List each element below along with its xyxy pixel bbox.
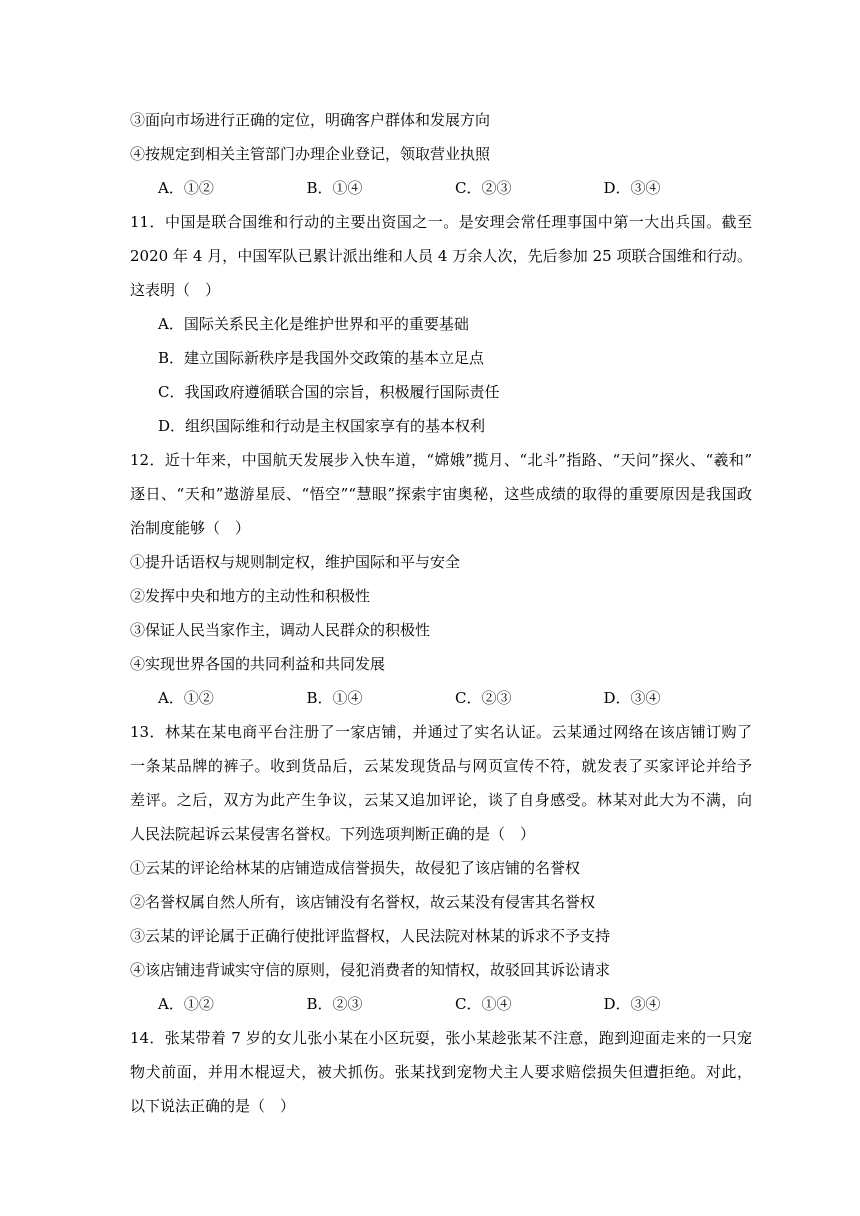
- q13-option-b: B．②③: [306, 995, 363, 1013]
- q14-stem-line-3: 以下说法正确的是（ ）: [130, 1097, 296, 1115]
- q12-stem-line-2: 逐日、“天和”遨游星辰、“悟空”“慧眼”探索宇宙奥秘，这些成绩的取得的重要原因是我国政: [130, 485, 752, 503]
- q14-stem-line-2: 物犬前面，并用木棍逗犬，被犬抓伤。张某找到宠物犬主人要求赔偿损失但遭拒绝。对此，: [130, 1063, 752, 1081]
- q12-option-b: B．①④: [306, 689, 363, 707]
- q13-stem-line-4: 人民法院起诉云某侵害名誉权。下列选项判断正确的是（ ）: [130, 825, 536, 843]
- q12-option-d: D．③④: [603, 689, 661, 707]
- q11-option-b: B．建立国际新秩序是我国外交政策的基本立足点: [158, 349, 485, 367]
- q11-stem-line-3: 这表明（ ）: [130, 281, 221, 299]
- q13-statement-4: ④该店铺违背诚实守信的原则，侵犯消费者的知情权，故驳回其诉讼请求: [130, 961, 611, 979]
- q10-statement-4: ④按规定到相关主管部门办理企业登记，领取营业执照: [130, 145, 491, 163]
- q10-options: [130, 171, 752, 205]
- q12-option-a: A．①②: [158, 689, 214, 707]
- q13-option-c: C．①④: [455, 995, 512, 1013]
- q11-stem-line-1: 11．中国是联合国维和行动的主要出资国之一。是安理会常任理事国中第一大出兵国。截至: [130, 213, 752, 231]
- q12-options: [130, 681, 752, 715]
- q13-statement-3: ③云某的评论属于正确行使批评监督权，人民法院对林某的诉求不予支持: [130, 927, 611, 945]
- q13-options: [130, 987, 752, 1021]
- q12-statement-2: ②发挥中央和地方的主动性和积极性: [130, 587, 371, 605]
- q13-stem-line-2: 一条某品牌的裤子。收到货品后，云某发现货品与网页宣传不符，就发表了买家评论并给予: [130, 757, 752, 775]
- q10-option-c: C．②③: [455, 179, 512, 197]
- q13-statement-1: ①云某的评论给林某的店铺造成信誉损失，故侵犯了该店铺的名誉权: [130, 859, 581, 877]
- q13-option-d: D．③④: [603, 995, 661, 1013]
- q12-option-c: C．②③: [455, 689, 512, 707]
- q11-option-a: A．国际关系民主化是维护世界和平的重要基础: [158, 315, 469, 333]
- q12-stem-line-3: 治制度能够（ ）: [130, 519, 251, 537]
- q12-stem-line-1: 12．近十年来，中国航天发展步入快车道，“嫦娥”揽月、“北斗”指路、“天问”探火、“羲和”: [130, 451, 752, 469]
- q10-option-d: D．③④: [603, 179, 661, 197]
- q12-statement-4: ④实现世界各国的共同利益和共同发展: [130, 655, 386, 673]
- q13-stem-line-1: 13．林某在某电商平台注册了一家店铺，并通过了实名认证。云某通过网络在该店铺订购了: [130, 723, 752, 741]
- q12-statement-3: ③保证人民当家作主，调动人民群众的积极性: [130, 621, 431, 639]
- q10-option-b: B．①④: [306, 179, 363, 197]
- q13-option-a: A．①②: [158, 995, 214, 1013]
- q12-statement-1: ①提升话语权与规则制定权，维护国际和平与安全: [130, 553, 461, 571]
- q10-statement-3: ③面向市场进行正确的定位，明确客户群体和发展方向: [130, 111, 491, 129]
- q13-statement-2: ②名誉权属自然人所有，该店铺没有名誉权，故云某没有侵害其名誉权: [130, 893, 596, 911]
- q11-option-d: D．组织国际维和行动是主权国家享有的基本权利: [158, 417, 486, 435]
- q14-stem-line-1: 14．张某带着 7 岁的女儿张小某在小区玩耍，张小某趁张某不注意，跑到迎面走来的一只宠: [130, 1029, 752, 1047]
- q11-stem-line-2: 2020 年 4 月，中国军队已累计派出维和人员 4 万余人次，先后参加 25 项联合国维和行动。: [130, 247, 752, 265]
- q13-stem-line-3: 差评。之后，双方为此产生争议，云某又追加评论，谈了自身感受。林某对此大为不满，向: [130, 791, 752, 809]
- q11-option-c: C．我国政府遵循联合国的宗旨，积极履行国际责任: [158, 383, 500, 401]
- q10-option-a: A．①②: [158, 179, 214, 197]
